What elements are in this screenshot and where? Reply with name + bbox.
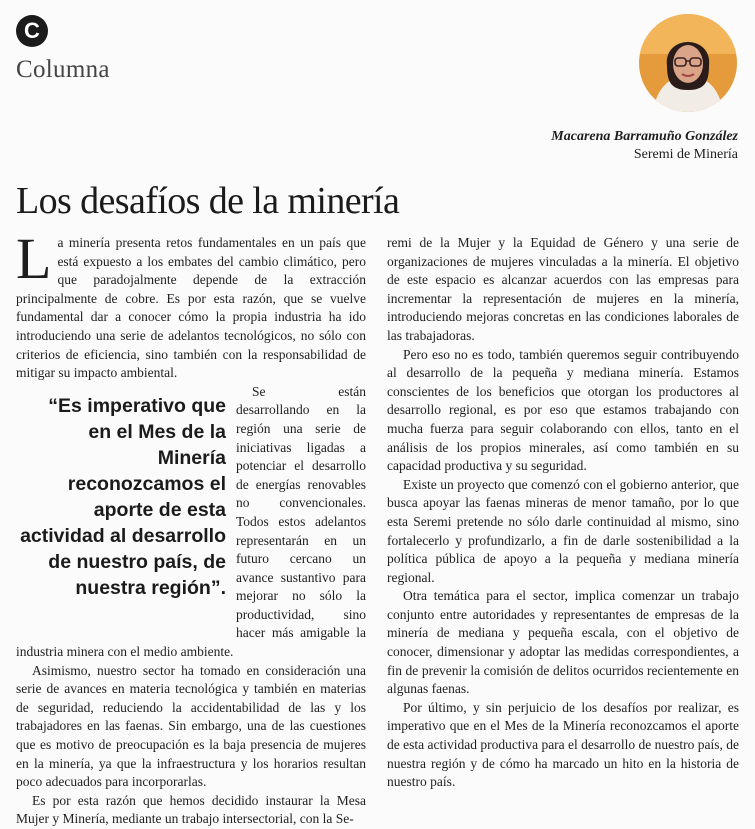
paragraph: Pero eso no es todo, también queremos seguir contribuyendo al desarrollo de la pequeña y mediana minería. Estamos conscientes de los beneficios que otorgan los productores al desarrollo regional, es por eso que estamos trabajando con mucha fuerza para seguir colaborando con ellos, tanto en el análisis de los propios minerales, así como también en su capacidad productiva y su seguridad.: [387, 346, 739, 474]
paragraph-text: Se están desarrollando en la región una serie de iniciativas ligadas a potenciar el desarrollo de energías renovables no convencionales. Todos estos adelantos representarán en un futuro cercano un avance sustantivo para mejorar no sólo la productividad, sino hacer más amigable la industria minera con el medio ambiente.: [16, 383, 366, 660]
paragraph: Existe un proyecto que comenzó con el gobierno anterior, que busca apoyar las faenas mineras de menor tamaño, por lo que esta Seremi pretende no sólo darle continuidad al mismo, sino fortalecerlo y profundizarlo, a fin de darle sostenibilidad a la política pública de apoyo a la pequeña y mediana minería regional.: [387, 476, 739, 585]
paragraph: [16, 226, 366, 383]
author-name: Macarena Barramuño González: [551, 129, 738, 144]
author-role: Seremi de Minería: [633, 147, 738, 162]
author-byline: [551, 128, 738, 164]
paragraph-text: a minería presenta retos fundamentales en un país que está expuesto a los embates del cambio climático, pero que paradojalmente depende de la extracción principalmente de cobre. Es por esta razón, que se vuelve fundamental dar a conocer cómo la propia industria ha ido introduciendo una serie de adelantos tecnológicos, no sólo con criterios de eficiencia, sino también con la responsabilidad de mitigar su impacto ambiental.: [16, 235, 366, 381]
drop-cap: L: [16, 226, 52, 291]
paragraph: Es por esta razón que hemos decidido instaurar la Mesa Mujer y Minería, mediante un trabajo intersectorial, con la Se-: [16, 792, 366, 827]
section-label: Columna: [16, 56, 110, 83]
author-photo: [639, 14, 737, 112]
article-column-left: [16, 226, 366, 829]
paragraph: Por último, y sin perjuicio de los desafíos por realizar, es imperativo que en el Mes de la Minería reconozcamos el aporte de esta actividad productiva para el desarrollo de nuestro país, de nuestra región y de cómo ha marcado un hito en la historia de nuestro país.: [387, 699, 739, 790]
pull-quote: “Es imperativo que en el Mes de la Minería reconozcamos el aporte de esta actividad al desarrollo de nuestro país, de nuestra región”.: [20, 394, 226, 599]
article-column-right: [387, 234, 739, 792]
paragraph: Otra temática para el sector, implica comenzar un trabajo conjunto entre autoridades y representantes de empresas de la minería de mediana y pequeña escala, con el objetivo de conocer, dimensionar y adoptar las medidas correspondientes, a fin de prevenir la comisión de delitos ocurridos recientemente en algunas faenas.: [387, 588, 739, 697]
paragraph: Asimismo, nuestro sector ha tomado en consideración una serie de avances en materia tecnológica y también en materias de seguridad, reduciendo la accidentabilidad de las y los trabajadores en las faenas. Sin embargo, una de las cuestiones que es motivo de preocupación es la baja presencia de mujeres en la minería, ya que la infraestructura y los horarios resultan poco adecuados para incorporarlas.: [16, 662, 366, 790]
paragraph: remi de la Mujer y la Equidad de Género y una serie de organizaciones de mujeres vinculadas a la minería. El objetivo de este espacio es alcanzar acuerdos con las empresas para incrementar la representación de mujeres en la minería, introduciendo mejoras concretas en las condiciones laborales de las trabajadoras.: [387, 235, 739, 343]
column-badge: C: [16, 15, 48, 47]
headline: Los desafíos de la minería: [16, 180, 400, 222]
paragraph: [16, 383, 366, 662]
